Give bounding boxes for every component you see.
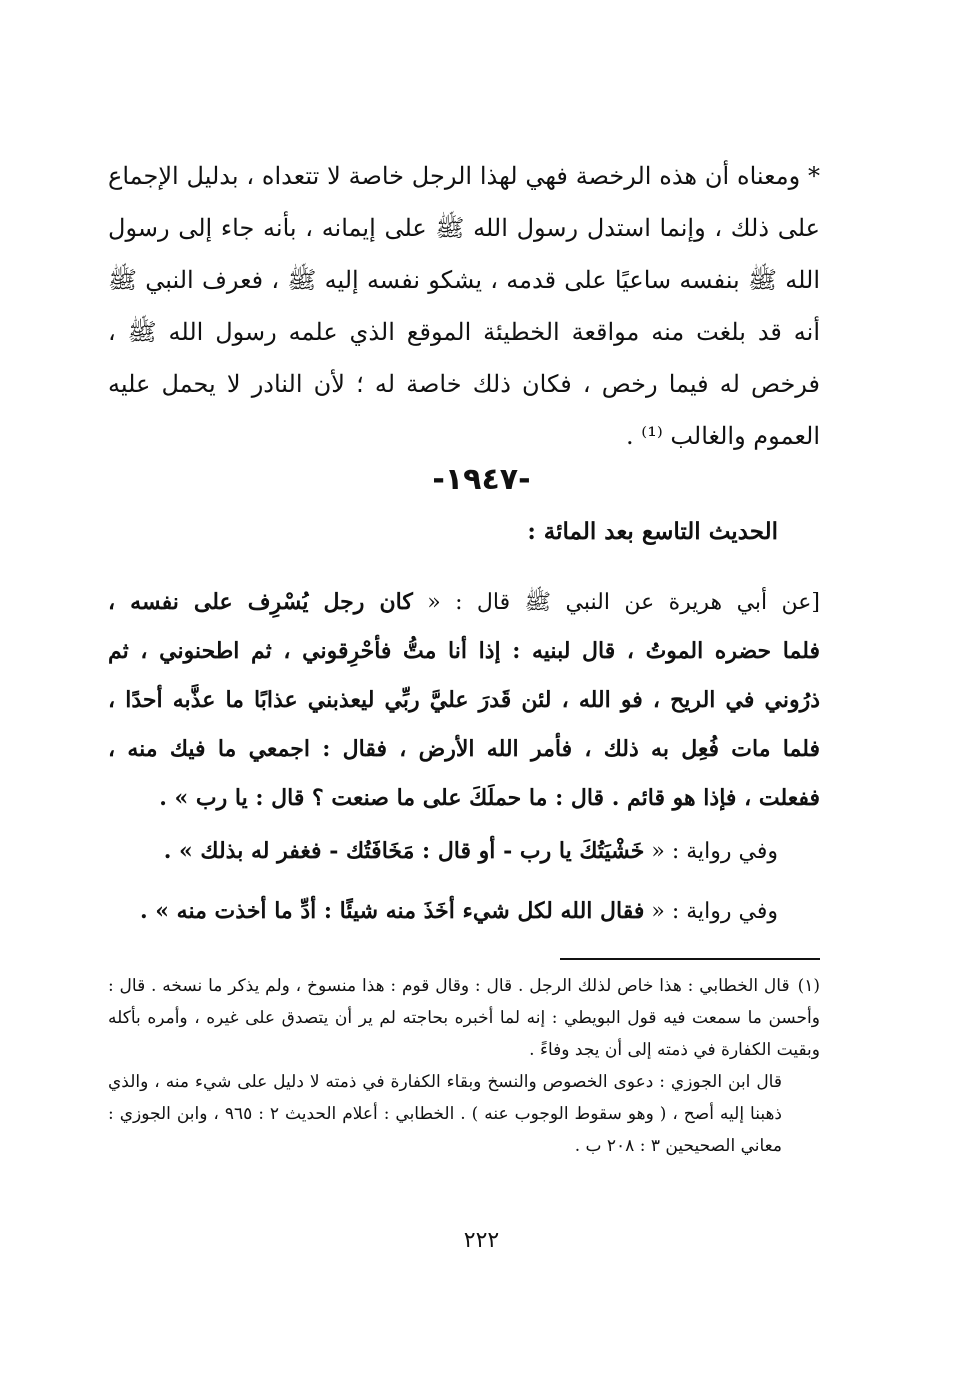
- hadith-number: -١٩٤٧-: [432, 462, 531, 497]
- narration-variant-1: وفي رواية : « خَشْيَتُكَ يا رب - أو قال : مَخَافَتُك - فغفر له بذلك » .: [163, 838, 778, 864]
- hadith-line: ففعلت ، فإذا هو قائم . قال : ما حملَكَ على ما صنعت ؟ قال : يا رب » .: [159, 785, 820, 811]
- hadith-line: فلما مات فُعِل به ذلك ، فأمر الله الأرض ، فقال : اجمعي ما فيك منه ،: [108, 736, 820, 762]
- footnote-marker: (١): [797, 976, 820, 996]
- footnote-1: (١)قال الخطابي : هذا خاص لذلك الرجل . قال : وقال قوم : هذا منسوخ ، ولم يذكر ما نسخه . قال : وأحسن ما سمعت فيه قول البويطي : إنه لما أخبره بحاجته لم ير أن يتصدق على غيره ، وأمره بأكله وبقيت الكفارة في ذمته إلى أن يجد وفاءً .: [108, 976, 820, 1060]
- intro-paragraph: * ومعناه أن هذه الرخصة فهي لهذا الرجل خاصة لا تتعداه ، بدليل الإجماع على ذلك ، وإنما استدل رسول الله ﷺ على إيمانه ، بأنه جاء إلى رسول الله ﷺ بنفسه ساعيًا على قدمه ، يشكو نفسه إليه ﷺ ، فعرف النبي ﷺ أنه قد بلغت منه مواقعة الخطيئة الموقع الذي علمه رسول الله ﷺ ، فرخص له فيما رخص ، فكان ذلك خاصة له ؛ لأن النادر لا يحمل عليه العموم والغالب ⁽¹⁾ .: [108, 162, 820, 450]
- hadith-line: [عن أبي هريرة عن النبي ﷺ قال : « كان رجل يُسْرِف على نفسه ،: [108, 589, 821, 615]
- hadith-line: ذرُوني في الريح ، فو الله ، لئن قَدرَ عليَّ ربِّي ليعذبني عذابًا ما عذَّبه أحدًا ،: [108, 687, 820, 713]
- footnotes: [108, 970, 820, 1162]
- page-number: ٢٢٢: [463, 1228, 500, 1253]
- hadith-line: فلما حضره الموتُ ، قال لبنيه : إذا أنا متُّ فأحْرِقوني ، ثم اطحنوني ، ثم: [108, 638, 820, 664]
- footnote-1-continuation: قال ابن الجوزي : دعوى الخصوص والنسخ وبقاء الكفارة في ذمته لا دليل على شيء منه ، والذي ذهبنا إليه أصح ، ( وهو سقوط الوجوب عنه ) . الخطابي : أعلام الحديث ٢ : ٩٦٥ ، وابن الجوزي : معاني الصحيحين ٣ : ٢٠٨ ب .: [108, 1072, 782, 1156]
- hadith-text: [108, 578, 820, 823]
- footnote-divider: [560, 958, 820, 960]
- hadith-heading: الحديث التاسع بعد المائة :: [527, 518, 778, 545]
- narration-variant-2: وفي رواية : « فقال الله لكل شيء أخَذَ منه شيئًا : أدِّ ما أخذت منه » .: [139, 898, 778, 924]
- intro-paragraph-block: [108, 150, 820, 462]
